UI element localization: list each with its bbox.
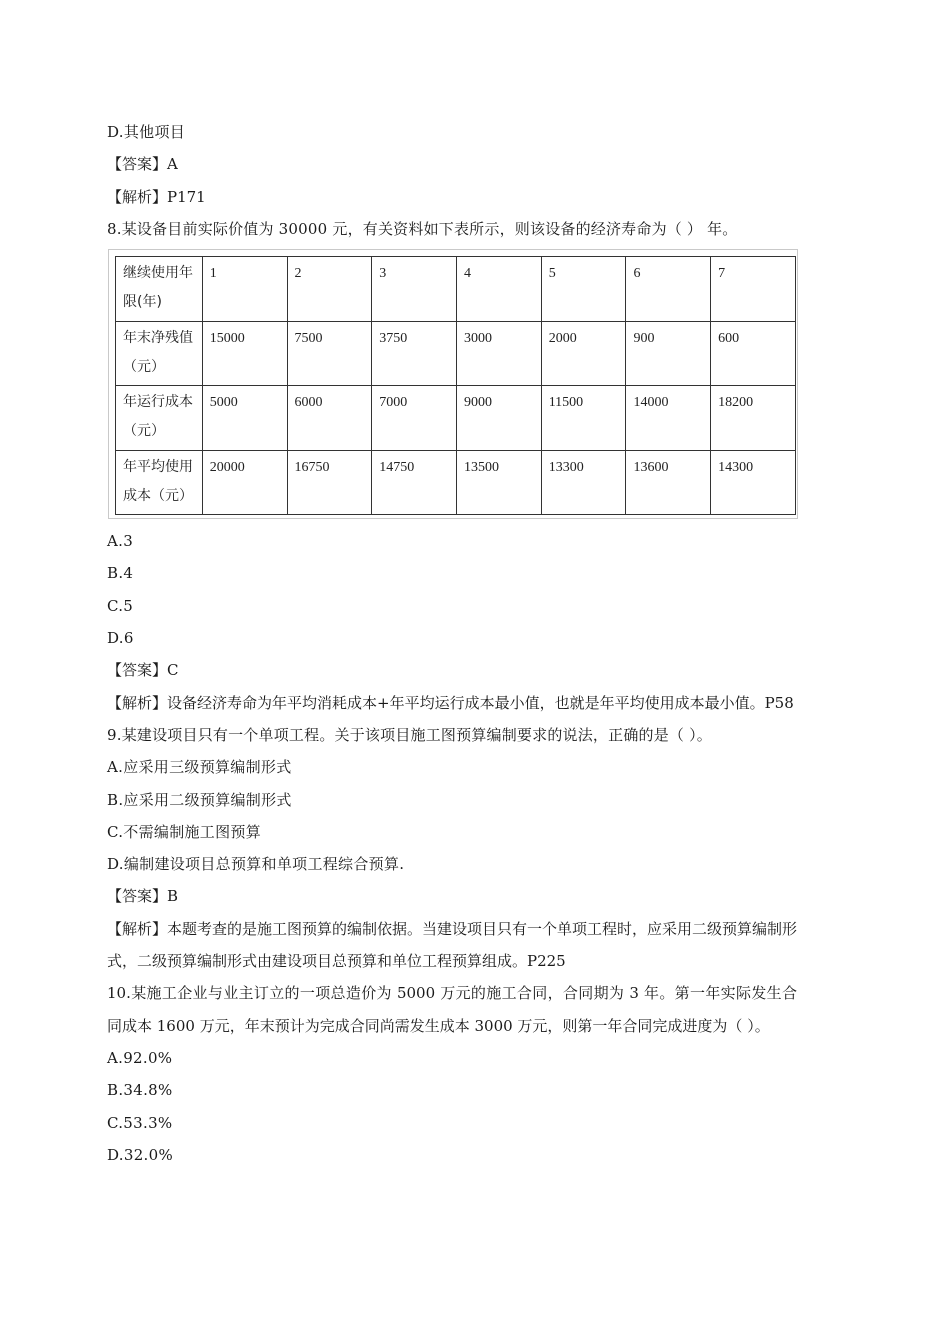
table-cell: 14000 (626, 386, 711, 451)
table-row-header: 继续使用年限(年) (116, 257, 203, 322)
table-row (116, 321, 796, 386)
table-row-header: 年平均使用成本（元） (116, 450, 203, 515)
table-cell: 2000 (541, 321, 626, 386)
q9-answer: 【答案】B (107, 887, 179, 906)
table-cell: 11500 (541, 386, 626, 451)
table-cell: 14300 (711, 450, 796, 515)
table-cell: 2 (287, 257, 372, 322)
table-row (116, 257, 796, 322)
table-cell: 13300 (541, 450, 626, 515)
q8-table-frame (108, 249, 798, 519)
q7-answer: 【答案】A (107, 155, 178, 174)
table-cell: 15000 (202, 321, 287, 386)
table-cell: 4 (456, 257, 541, 322)
table-cell: 1 (202, 257, 287, 322)
table-cell: 9000 (456, 386, 541, 451)
q10-option-b: B.34.8% (107, 1081, 173, 1100)
table-cell: 16750 (287, 450, 372, 515)
q10-option-d: D.32.0% (107, 1145, 174, 1164)
table-cell: 6 (626, 257, 711, 322)
q10-stem: 10.某施工企业与业主订立的一项总造价为 5000 万元的施工合同，合同期为 3 年。第一年实际发生合同成本 1600 万元，年末预计为完成合同尚需发生成本 3000 万元，则第一年合同完成进度为（ ）。 (107, 984, 797, 1035)
table-row-header: 年末净残值（元） (116, 321, 203, 386)
table-cell: 18200 (711, 386, 796, 451)
q8-analysis: 【解析】设备经济寿命为年平均消耗成本+年平均运行成本最小值，也就是年平均使用成本最小值。P58 (107, 693, 794, 712)
table-cell: 3000 (456, 321, 541, 386)
table-cell: 900 (626, 321, 711, 386)
table-cell: 600 (711, 321, 796, 386)
q7-option-d: D.其他项目 (107, 123, 186, 141)
q8-answer: 【答案】C (107, 661, 179, 680)
table-cell: 5000 (202, 386, 287, 451)
q8-option-d: D.6 (107, 629, 134, 648)
table-cell: 7 (711, 257, 796, 322)
q10-option-c: C.53.3% (107, 1113, 173, 1132)
table-cell: 13600 (626, 450, 711, 515)
q10-option-a: A.92.0% (107, 1048, 173, 1067)
q8-option-a: A.3 (107, 532, 134, 551)
q9-stem: 9.某建设项目只有一个单项工程。关于该项目施工图预算编制要求的说法，正确的是（ ）。 (107, 725, 712, 744)
table-cell: 3 (372, 257, 457, 322)
q9-option-b: B.应采用二级预算编制形式 (107, 790, 292, 809)
table-cell: 3750 (372, 321, 457, 386)
table-row (116, 386, 796, 451)
table-cell: 14750 (372, 450, 457, 515)
q9-option-a: A.应采用三级预算编制形式 (107, 758, 292, 777)
q8-table (115, 256, 796, 515)
q8-option-c: C.5 (107, 596, 134, 615)
document-page (107, 116, 797, 1171)
table-cell: 5 (541, 257, 626, 322)
q9-option-d: D.编制建设项目总预算和单项工程综合预算. (107, 855, 405, 874)
table-row (116, 450, 796, 515)
q9-analysis: 【解析】本题考查的是施工图预算的编制依据。当建设项目只有一个单项工程时，应采用二级预算编制形式，二级预算编制形式由建设项目总预算和单位工程预算组成。P225 (107, 919, 798, 971)
table-cell: 13500 (456, 450, 541, 515)
q8-stem: 8.某设备目前实际价值为 30000 元，有关资料如下表所示，则该设备的经济寿命为（ ） 年。 (107, 219, 738, 238)
q8-option-b: B.4 (107, 564, 134, 583)
table-cell: 7000 (372, 386, 457, 451)
table-cell: 7500 (287, 321, 372, 386)
table-cell: 20000 (202, 450, 287, 515)
table-cell: 6000 (287, 386, 372, 451)
table-row-header: 年运行成本（元） (116, 386, 203, 451)
q7-analysis: 【解析】P171 (107, 187, 206, 206)
q9-option-c: C.不需编制施工图预算 (107, 822, 262, 841)
